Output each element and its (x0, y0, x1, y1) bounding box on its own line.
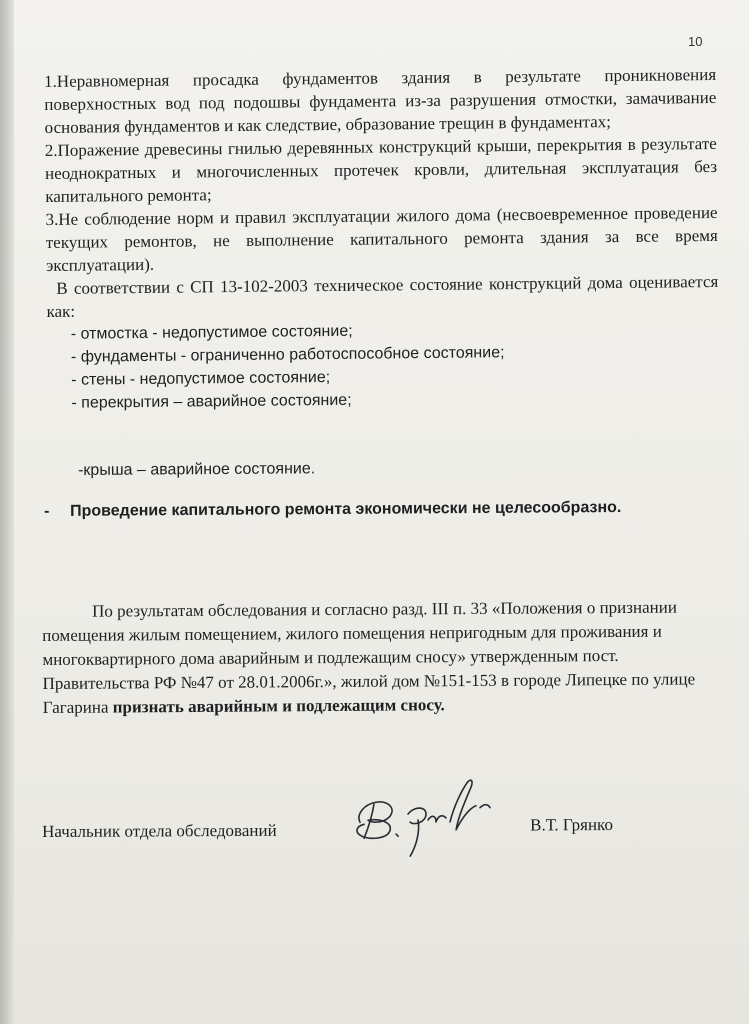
resolution-decision: признать аварийным и подлежащим сносу. (112, 695, 445, 717)
condition-item-roof: -крыша – аварийное состояние. (78, 460, 316, 479)
page-number: 10 (688, 34, 703, 49)
signatory-name: В.Т. Грянко (530, 815, 613, 835)
conclusion-bullet: - (44, 502, 50, 520)
assessment-intro: В соответствии с СП 13-102-2003 техническое состояние конструкций дома оценивается как: (46, 271, 719, 321)
signature-block (42, 809, 682, 862)
resolution-text: По результатам обследования и согласно разд. III п. 33 «Положения о признании помещения жилым помещением, жилого помещения непригодным для проживания и многоквартирного дома аварийным и подлежащим сносу» утвержденным пост. Правительства РФ №47 от 28.01.2006г.», жилой дом №151-153 в городе Липецке по улице Гагарина (42, 597, 696, 717)
conclusion-text: Проведение капитального ремонта экономически не целесообразно. (69, 498, 622, 520)
condition-item-walls: - стены - недопустимое состояние; (71, 369, 331, 389)
condition-list (47, 316, 720, 415)
signatory-role: Начальник отдела обследований (42, 820, 277, 841)
condition-item-floors: - перекрытия – аварийное состояние; (71, 391, 352, 412)
document-body (44, 63, 720, 415)
finding-paragraph-3: 3.Не соблюдение норм и правил эксплуатации жилого дома (несвоевременное проведение текущих ремонтов, не выполнение капитального ремонта здания за все время эксплуатации). (45, 202, 718, 275)
condition-item-foundations: - фундаменты - ограниченно работоспособное состояние; (70, 344, 505, 366)
resolution-paragraph (42, 595, 725, 720)
conclusion (44, 498, 704, 521)
finding-paragraph-1: 1.Неравномерная просадка фундаментов здания в результате проникновения поверхностных вод под подошвы фундамента из-за разрушения отмостки, замачивание основания фундаментов и как следствие, образование трещин в фундаментах; (44, 64, 717, 137)
finding-paragraph-2: 2.Поражение древесины гнилью деревянных конструкций крыши, перекрытия в результате неоднократных и многочисленных протечек кровли, длительная эксплуатация без капитального ремонта; (44, 133, 718, 206)
condition-item-blind-area: - отмостка - недопустимое состояние; (70, 322, 353, 343)
handwritten-signature (346, 760, 517, 871)
